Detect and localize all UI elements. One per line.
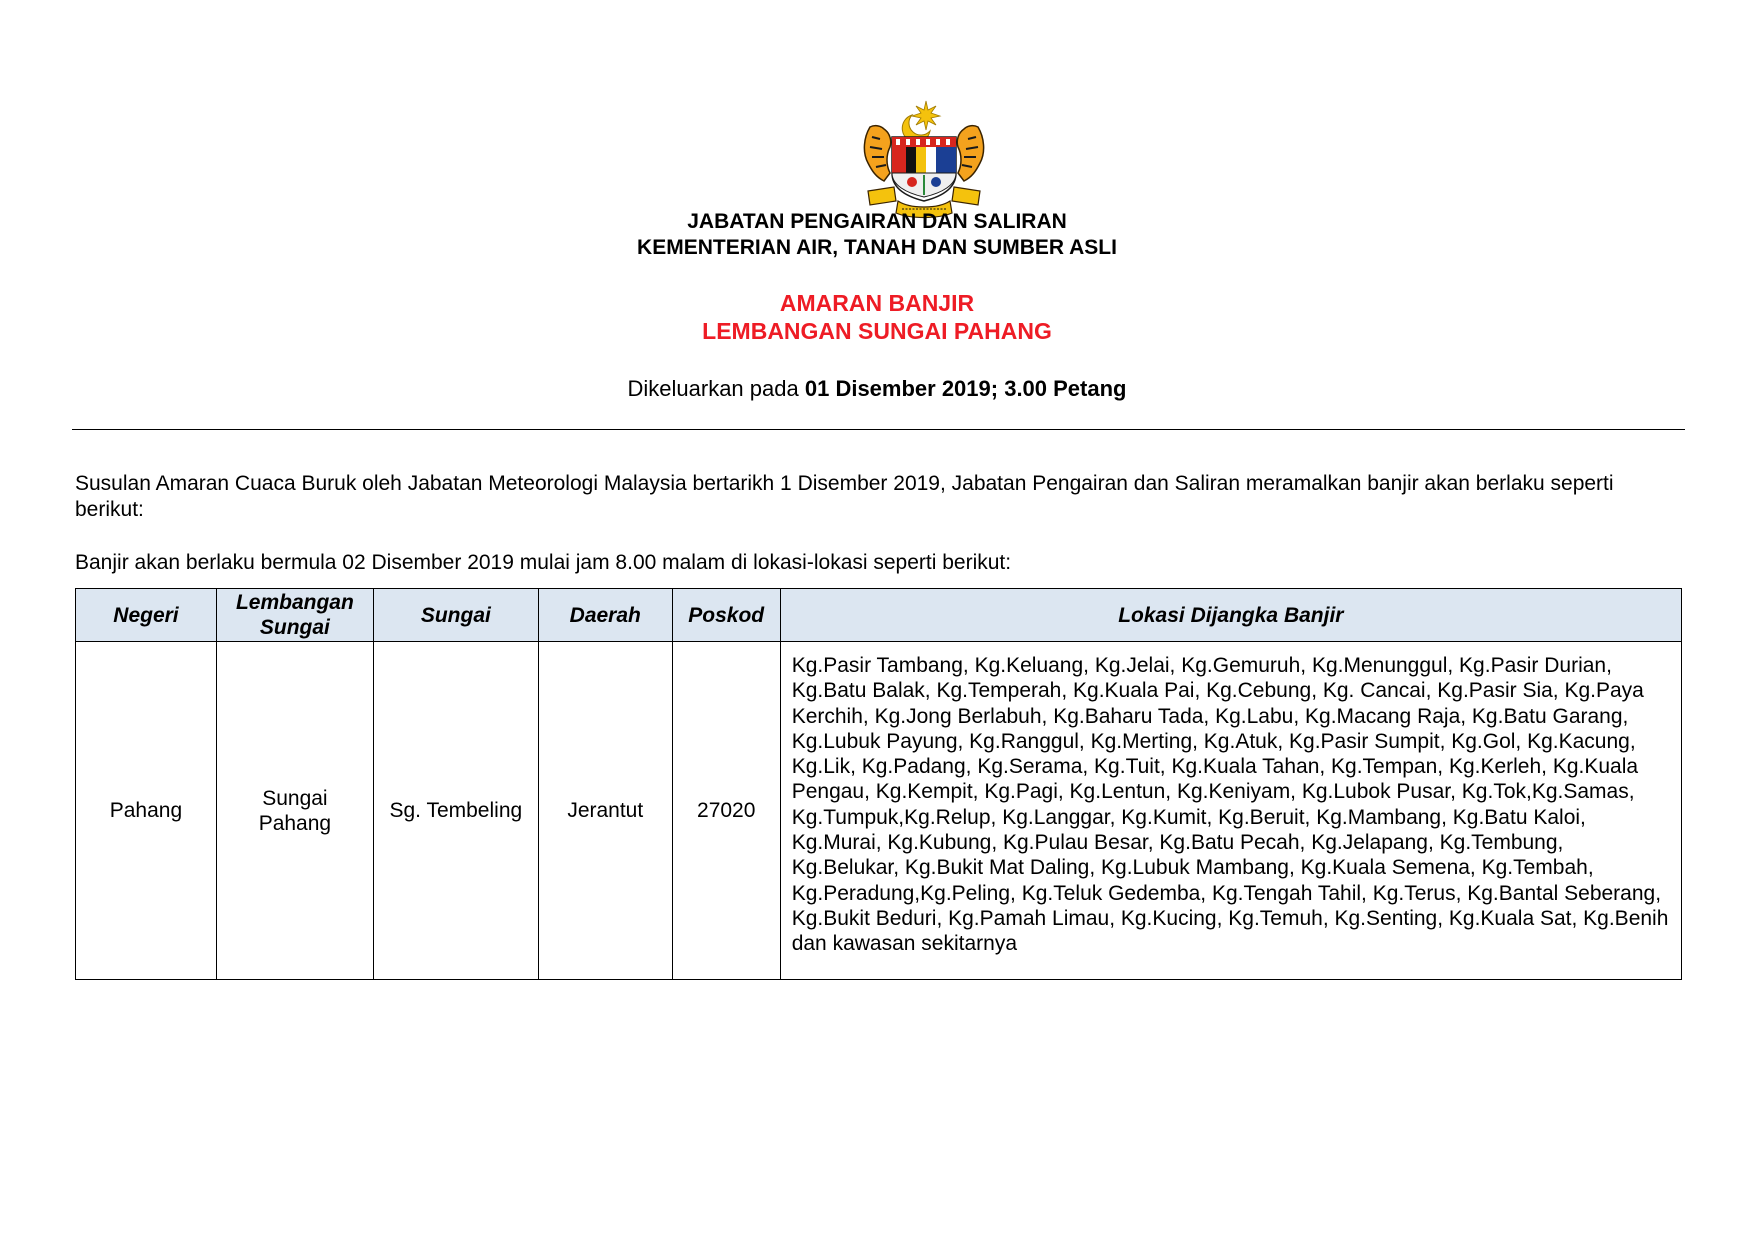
cell-daerah: Jerantut: [538, 642, 672, 980]
table-header-row: [76, 589, 1682, 642]
header-lembangan-sungai: [216, 589, 373, 642]
cell-lokasi: Kg.Pasir Tambang, Kg.Keluang, Kg.Jelai, Kg.Gemuruh, Kg.Menunggul, Kg.Pasir Durian, Kg.Batu Balak, Kg.Temperah, Kg.Kuala Pai, Kg.Cebung, Kg. Cancai, Kg.Pasir Sia, Kg.Paya Kerchih, Kg.Jong Berlabuh, Kg.Baharu Tada, Kg.Labu, Kg.Macang Raja, Kg.Batu Garang, Kg.Lubuk Payung, Kg.Ranggul, Kg.Merting, Kg.Atuk, Kg.Pasir Sumpit, Kg.Gol, Kg.Kacung, Kg.Lik, Kg.Padang, Kg.Serama, Kg.Tuit, Kg.Kuala Tahan, Kg.Tempan, Kg.Kerleh, Kg.Kuala Pengau, Kg.Kempit, Kg.Pagi, Kg.Lentun, Kg.Keniyam, Kg.Lubok Pusar, Kg.Tok,Kg.Samas, Kg.Tumpuk,Kg.Relup, Kg.Langgar, Kg.Kumit, Kg.Beruit, Kg.Mambang, Kg.Batu Kaloi, Kg.Murai, Kg.Kubung, Kg.Pulau Besar, Kg.Batu Pecah, Kg.Jelapang, Kg.Tembung, Kg.Belukar, Kg.Bukit Mat Daling, Kg.Lubuk Mambang, Kg.Kuala Semena, Kg.Tembah, Kg.Peradung,Kg.Peling, Kg.Teluk Gedemba, Kg.Tengah Tahil, Kg.Terus, Kg.Bantal Seberang, Kg.Bukit Beduri, Kg.Pamah Limau, Kg.Kucing, Kg.Temuh, Kg.Senting, Kg.Kuala Sat, Kg.Benih dan kawasan sekitarnya: [780, 642, 1681, 980]
org-name-line2: KEMENTERIAN AIR, TANAH DAN SUMBER ASLI: [637, 236, 1117, 259]
cell-sungai: Sg. Tembeling: [373, 642, 538, 980]
header-lembangan-line1: Lembangan: [235, 591, 354, 614]
cell-poskod: 27020: [672, 642, 780, 980]
header-divider: [72, 429, 1685, 430]
warning-subtitle: LEMBANGAN SUNGAI PAHANG: [702, 318, 1052, 344]
cell-lembangan-sungai: [216, 642, 373, 980]
header-sungai: Sungai: [373, 589, 538, 642]
issued-date: [0, 375, 1754, 403]
schedule-paragraph: Banjir akan berlaku bermula 02 Disember 2019 mulai jam 8.00 malam di lokasi-lokasi seperti berikut:: [75, 551, 1012, 574]
warning-title: AMARAN BANJIR: [779, 290, 975, 316]
cell-lembangan-line2: Pahang: [258, 811, 332, 835]
header-poskod: Poskod: [672, 589, 780, 642]
cell-lembangan-line1: Sungai: [262, 786, 328, 810]
header-daerah: Daerah: [538, 589, 672, 642]
cell-negeri: Pahang: [76, 642, 217, 980]
flood-locations-table: [75, 588, 1682, 980]
org-name-line1: JABATAN PENGAIRAN DAN SALIRAN: [687, 210, 1067, 233]
intro-paragraph: Susulan Amaran Cuaca Buruk oleh Jabatan Meteorologi Malaysia bertarikh 1 Disember 2019, Jabatan Pengairan dan Saliran meramalkan banjir akan berlaku seperti berikut:: [75, 472, 1614, 521]
malaysia-coat-of-arms-icon: [860, 97, 988, 221]
issued-prefix: Dikeluarkan pada: [627, 376, 799, 401]
header-lokasi: Lokasi Dijangka Banjir: [780, 589, 1681, 642]
header-lembangan-line2: Sungai: [259, 616, 330, 639]
table-row: [76, 642, 1682, 980]
header-negeri: Negeri: [76, 589, 217, 642]
issued-value: 01 Disember 2019; 3.00 Petang: [804, 376, 1127, 401]
